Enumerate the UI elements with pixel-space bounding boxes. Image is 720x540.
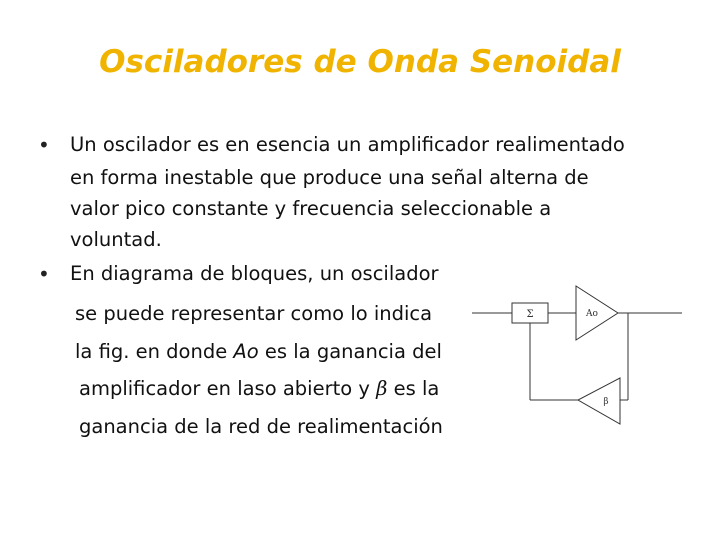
bullet1-line-3: valor pico constante y frecuencia seleccionable a xyxy=(70,197,552,220)
bullet2-line-5: ganancia de la red de realimentación xyxy=(79,415,443,438)
beta-symbol: β xyxy=(376,377,388,400)
slide-title: Osciladores de Onda Senoidal xyxy=(99,44,621,80)
bullet1-line-4: voluntad. xyxy=(70,228,162,251)
bullet2-line-3-end: es la ganancia del xyxy=(258,340,442,363)
oscillator-block-diagram xyxy=(468,280,688,440)
bullet2-line-2: se puede representar como lo indica xyxy=(75,302,433,325)
bullet2-line-4 xyxy=(79,374,439,404)
bullet-dot-1: • xyxy=(38,133,50,157)
bullet2-line-3 xyxy=(75,337,442,367)
bullet2-line-1: En diagrama de bloques, un oscilador xyxy=(70,262,439,285)
amp-label: Ao xyxy=(586,309,598,319)
sum-label: Σ xyxy=(526,309,534,320)
ao-symbol: Ao xyxy=(233,340,259,363)
feedback-label: β xyxy=(603,397,609,407)
feedback-triangle xyxy=(578,378,620,424)
bullet2-line-4-end: es la xyxy=(387,377,440,400)
bullet-dot-2: • xyxy=(38,262,50,286)
bullet1-line-2: en forma inestable que produce una señal alterna de xyxy=(70,166,589,189)
bullet2-line-4-start: amplificador en laso abierto y xyxy=(79,377,377,400)
bullet2-line-3-start: la fig. en donde xyxy=(75,340,234,363)
bullet1-line-1: Un oscilador es en esencia un amplificador realimentado xyxy=(70,133,625,156)
